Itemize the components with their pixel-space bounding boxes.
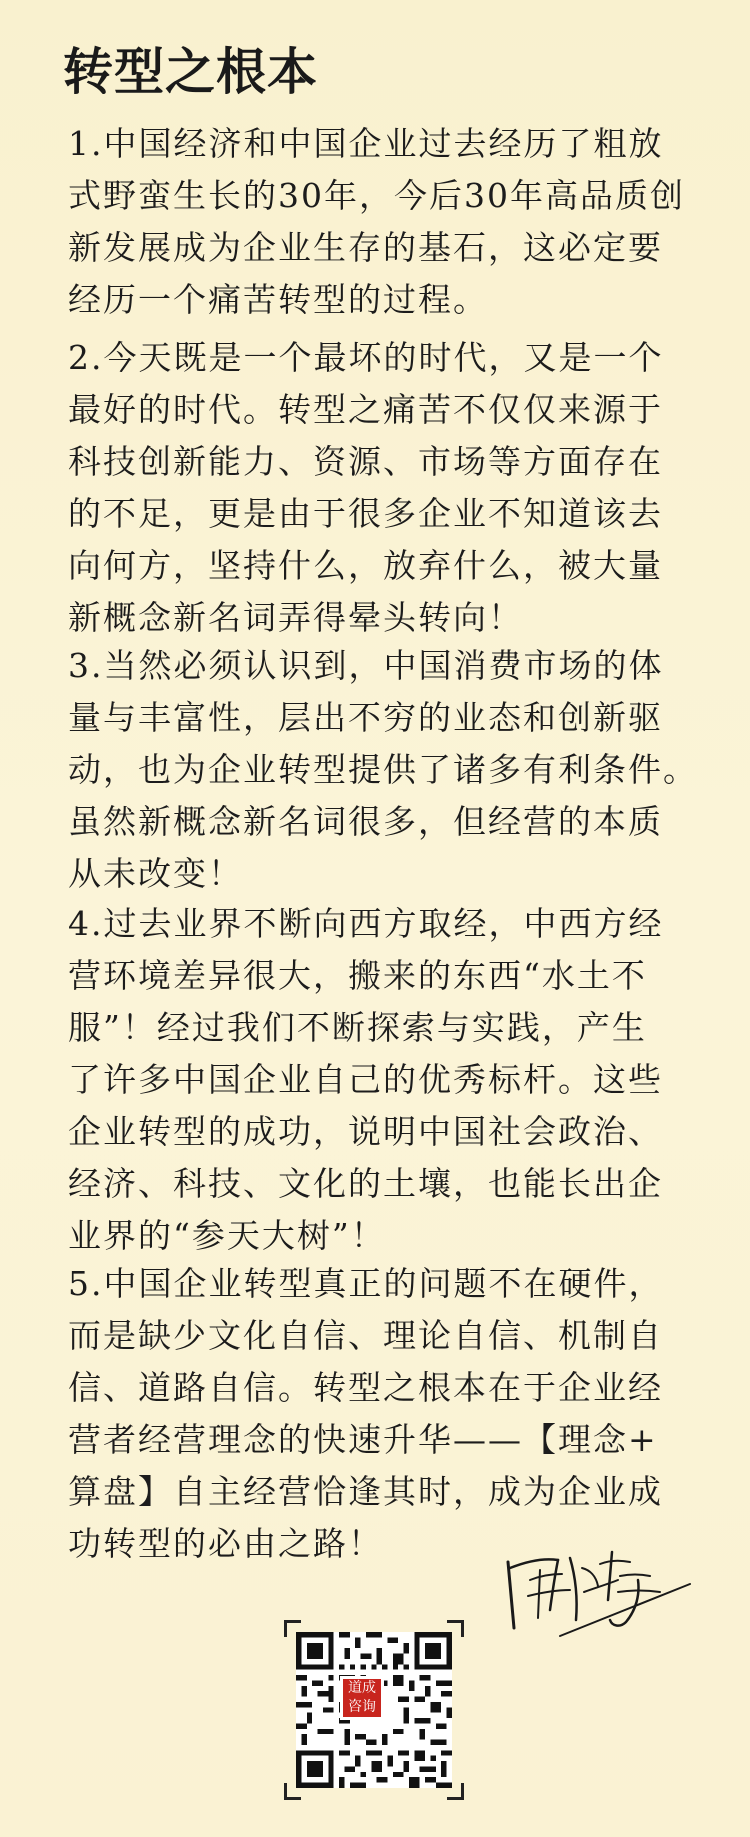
paragraph-line: 而是缺少文化自信、理论自信、机制自: [68, 1316, 663, 1355]
paragraph-line: 动，也为企业转型提供了诸多有利条件。: [68, 750, 698, 789]
paragraph-line: 了许多中国企业自己的优秀标杆。这些: [68, 1060, 663, 1099]
paragraph-line: 营环境差异很大，搬来的东西“水土不: [68, 956, 647, 995]
qr-code[interactable]: [284, 1620, 464, 1800]
paragraph-line: 的不足，更是由于很多企业不知道该去: [68, 494, 663, 533]
paragraph-line: 业界的“参天大树”！: [68, 1216, 386, 1255]
paragraph-line: 3.当然必须认识到，中国消费市场的体: [68, 646, 664, 685]
paragraph-line: 经历一个痛苦转型的过程。: [68, 280, 488, 319]
paragraph-line: 服”！经过我们不断探索与实践，产生: [68, 1008, 647, 1047]
page-title: 转型之根本: [63, 43, 318, 101]
paragraph-2: [68, 332, 698, 644]
paragraph-line: 信、道路自信。转型之根本在于企业经: [68, 1368, 663, 1407]
paragraph-line: 营者经营理念的快速升华——【理念+: [68, 1420, 658, 1459]
paragraph-line: 量与丰富性，层出不穷的业态和创新驱: [68, 698, 663, 737]
paragraph-line: 功转型的必由之路！: [68, 1524, 383, 1563]
paragraph-line: 5.中国企业转型真正的问题不在硬件，: [68, 1264, 664, 1303]
paragraph-5: [68, 1258, 698, 1570]
paragraph-line: 新发展成为企业生存的基石，这必定要: [68, 228, 663, 267]
qr-logo-badge: [340, 1676, 384, 1720]
paragraph-line: 科技创新能力、资源、市场等方面存在: [68, 442, 663, 481]
paragraph-line: 最好的时代。转型之痛苦不仅仅来源于: [68, 390, 663, 429]
qr-badge-line: 咨询: [348, 1699, 376, 1715]
paragraph-4: [68, 898, 698, 1262]
paragraph-line: 式野蛮生长的30年，今后30年高品质创: [68, 176, 685, 215]
paragraph-line: 向何方，坚持什么，放弃什么，被大量: [68, 546, 663, 585]
paragraph-line: 企业转型的成功，说明中国社会政治、: [68, 1112, 663, 1151]
paragraph-line: 1.中国经济和中国企业过去经历了粗放: [68, 124, 664, 163]
paragraph-line: 4.过去业界不断向西方取经，中西方经: [68, 904, 664, 943]
paragraph-line: 虽然新概念新名词很多，但经营的本质: [68, 802, 663, 841]
paragraph-line: 从未改变！: [68, 854, 243, 893]
paragraph-line: 2.今天既是一个最坏的时代，又是一个: [68, 338, 664, 377]
paragraph-3: [68, 640, 698, 900]
paragraph-1: [68, 118, 698, 326]
signature-icon: [500, 1540, 700, 1640]
paragraph-line: 新概念新名词弄得晕头转向！: [68, 598, 523, 637]
paragraph-line: 经济、科技、文化的土壤，也能长出企: [68, 1164, 663, 1203]
paragraph-line: 算盘】自主经营恰逢其时，成为企业成: [68, 1472, 663, 1511]
qr-badge-line: 道成: [348, 1680, 376, 1696]
